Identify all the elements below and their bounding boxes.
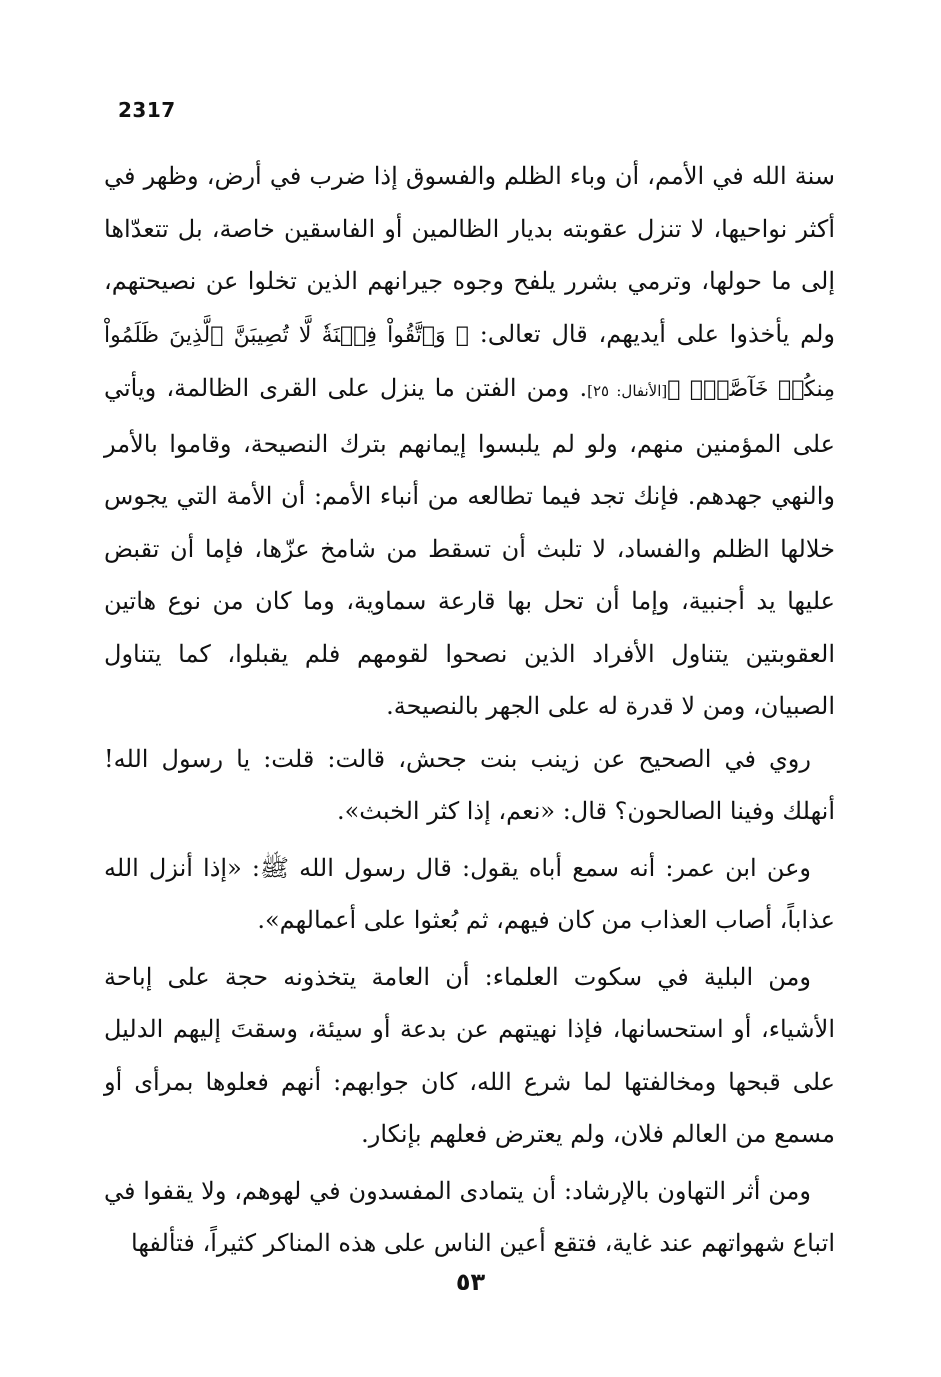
paragraph-2-text: روي في الصحيح عن زينب بنت جحش، قالت: قلت: يا رسول الله! أنهلك وفينا الصالحون؟ قال: «نعم، إذا كثر الخبث». bbox=[104, 744, 835, 825]
folio-number: 2317 bbox=[118, 98, 176, 122]
paragraph-4 bbox=[104, 951, 835, 1161]
verse-citation: [الأنفال: ٢٥] bbox=[587, 382, 668, 400]
paragraph-4-text: ومن البلية في سكوت العلماء: أن العامة يتخذونه حجة على إباحة الأشياء، أو استحسانها، فإذا نهيتهم عن بدعة أو سيئة، وسقتَ إليهم الدليل على قبحها ومخالفتها لما شرع الله، كان جوابهم: أنهم فعلوها بمرأى أو مسمع من العالم فلان، ولم يعترض فعلهم بإنكار. bbox=[104, 962, 836, 1148]
paragraph-1 bbox=[104, 150, 835, 733]
page-number: ٥٣ bbox=[455, 1268, 486, 1296]
paragraph-1-text-a: سنة الله في الأمم، أن وباء الظلم والفسوق إذا ضرب في أرض، وظهر في أكثر نواحيها، لا تنزل عقوبته بديار الظالمين أو الفاسقين خاصة، بل تتعدّاها إلى ما حولها، وترمي بشرر يلفح وجوه جيرانهم الذين تخلوا عن نصيحتهم، ولم يأخذوا على أيديهم، قال تعالى: bbox=[104, 162, 836, 348]
paragraph-5 bbox=[104, 1165, 835, 1270]
paragraph-5-text: ومن أثر التهاون بالإرشاد: أن يتمادى المفسدون في لهوهم، ولا يقفوا في اتباع شهواتهم عند غاية، فتقع أعين الناس على هذه المناكر كثيراً، فتألفها bbox=[104, 1176, 835, 1257]
paragraph-3 bbox=[104, 842, 835, 947]
body-text bbox=[104, 150, 835, 1274]
paragraph-2 bbox=[104, 733, 835, 838]
quran-verse: ﴿ وَٱتَّقُواْ فِتۡنَةٗ لَّا تُصِيبَنَّ ٱلَّذِينَ ظَلَمُواْ مِنكُمۡ خَآصَّةٗۖ ﴾ bbox=[104, 322, 835, 402]
paragraph-1-text-b: . ومن الفتن ما ينزل على القرى الظالمة، ويأتي على المؤمنين منهم، ولو لم يلبسوا إيمانهم بترك النصيحة، وقاموا بالأمر والنهي جهدهم. فإنك تجد فيما تطالعه من أنباء الأمم: أن الأمة التي يجوس خلالها الظلم والفساد، لا تلبث أن تسقط من شامخ عزّها، فإما أن تقبض عليها يد أجنبية، وإما أن تحل بها قارعة سماوية، وما كان من نوع هاتين العقوبتين يتناول الأفراد الذين نصحوا لقومهم فلم يقبلوا، كما يتناول الصبيان، ومن لا قدرة له على الجهر بالنصيحة. bbox=[104, 374, 835, 720]
paragraph-3-text: وعن ابن عمر: أنه سمع أباه يقول: قال رسول الله ﷺ: «إذا أنزل الله عذاباً، أصاب العذاب من كان فيهم، ثم بُعثوا على أعمالهم». bbox=[104, 853, 835, 934]
